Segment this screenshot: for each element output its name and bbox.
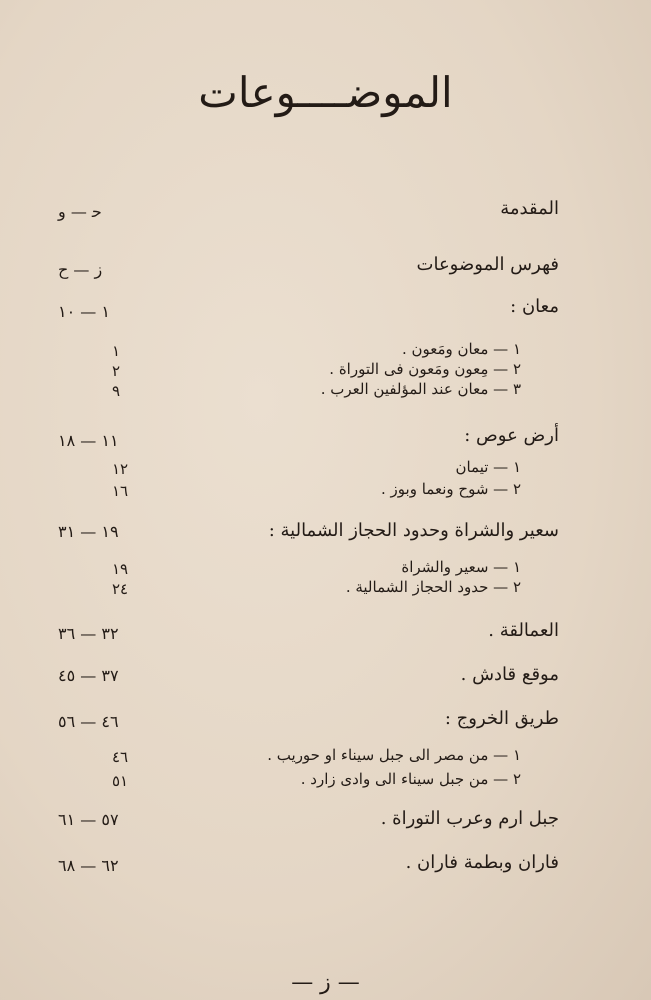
toc-subpage: ٥١	[112, 772, 129, 790]
toc-pages-uz: ١١ — ١٨	[58, 431, 119, 450]
toc-subentry: ٢ — شوح ونعما وبوز .	[381, 480, 521, 498]
toc-pages-paran: ٦٢ — ٦٨	[58, 856, 119, 875]
toc-subentry: ٣ — معان عند المؤلفين العرب .	[320, 380, 521, 398]
toc-pages-aram: ٥٧ — ٦١	[58, 810, 119, 829]
toc-subentry: ٢ — من جبل سيناء الى وادى زارد .	[300, 770, 521, 788]
toc-entry-index: فهرس الموضوعات	[416, 254, 559, 275]
toc-pages-introduction: ﺣ — و	[58, 202, 102, 221]
toc-entry-exodus: طريق الخروج :	[444, 708, 559, 729]
toc-subentry: ١ — سعير والشراة	[401, 558, 521, 576]
toc-subentry: ٢ — مِعون ومَعون فى التوراة .	[329, 360, 521, 378]
toc-pages-kadesh: ٣٧ — ٤٥	[58, 666, 119, 685]
toc-subentry: ١ — من مصر الى جبل سيناء او حوريب .	[267, 746, 521, 764]
toc-subentry: ١ — معان ومَعون .	[401, 340, 521, 358]
page-title: الموضــــوعات	[198, 68, 453, 117]
toc-subpage: ٩	[112, 382, 121, 400]
toc-subentry: ٢ — حدود الحجاز الشمالية .	[345, 578, 521, 596]
toc-entry-amalekites: العمالقة .	[488, 620, 559, 641]
toc-entry-maan: معان :	[510, 296, 559, 317]
toc-subpage: ١٢	[112, 460, 129, 478]
toc-subpage: ٢٤	[112, 580, 129, 598]
page-number: — ز —	[291, 970, 360, 995]
toc-subpage: ٢	[112, 362, 121, 380]
toc-entry-kadesh: موقع قادش .	[460, 664, 559, 685]
toc-subpage: ١٦	[112, 482, 129, 500]
toc-entry-introduction: المقدمة	[500, 198, 559, 219]
toc-pages-index: ز — ح	[58, 260, 103, 279]
toc-subpage: ١	[112, 342, 121, 360]
toc-subentry: ١ — تيمان	[455, 458, 521, 476]
toc-entry-seir: سعير والشراة وحدود الحجاز الشمالية :	[268, 520, 559, 541]
toc-pages-exodus: ٤٦ — ٥٦	[58, 712, 119, 731]
toc-subpage: ٤٦	[112, 748, 129, 766]
toc-pages-maan: ١ — ١٠	[58, 302, 110, 321]
toc-entry-aram: جبل ارم وعرب التوراة .	[380, 808, 559, 829]
toc-entry-paran: فاران وبطمة فاران .	[405, 852, 559, 873]
toc-entry-uz: أرض عوص :	[464, 425, 559, 446]
toc-pages-seir: ١٩ — ٣١	[58, 522, 119, 541]
toc-subpage: ١٩	[112, 560, 129, 578]
toc-pages-amalekites: ٣٢ — ٣٦	[58, 624, 119, 643]
